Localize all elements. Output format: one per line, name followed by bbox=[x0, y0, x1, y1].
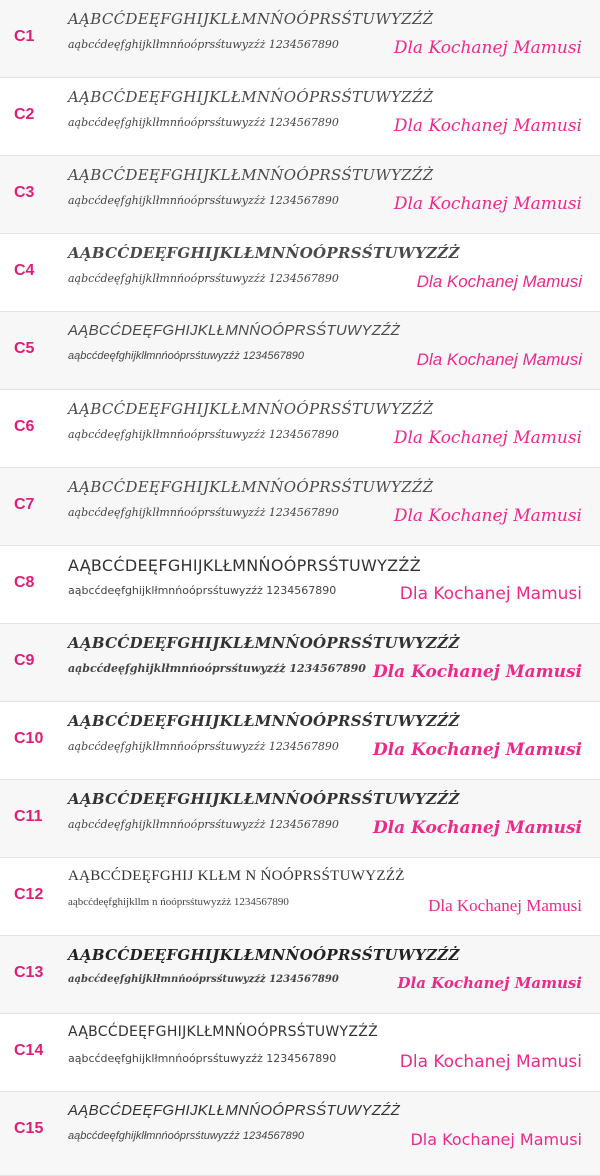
lowercase-alphabet: aąbcćdeęfghijklłmnńoóprsśtuwyzźż 1234567890 bbox=[68, 584, 337, 597]
font-row-c14[interactable] bbox=[0, 1014, 600, 1092]
font-code: C4 bbox=[14, 262, 35, 279]
uppercase-alphabet: AĄBCĆDEĘFGHIJKLŁMNŃOÓPRSŚTUWYZŹŻ bbox=[68, 400, 434, 418]
uppercase-alphabet: AĄBCĆDEĘFGHIJKLŁMNŃOÓPRSŚTUWYZŹŻ bbox=[68, 322, 401, 339]
lowercase-alphabet: aąbcćdeęfghijklłmnńoóprsśtuwyzźż 1234567890 bbox=[68, 662, 366, 675]
font-row-c7[interactable] bbox=[0, 468, 600, 546]
font-row-c11[interactable] bbox=[0, 780, 600, 858]
font-code: C15 bbox=[14, 1120, 44, 1137]
sample-phrase: Dla Kochanej Mamusi bbox=[399, 584, 582, 604]
sample-phrase: Dla Kochanej Mamusi bbox=[393, 428, 582, 448]
lowercase-alphabet: aąbcćdeęfghijklłmnńoóprsśtuwyzźż 1234567890 bbox=[68, 740, 339, 753]
font-row-c13[interactable] bbox=[0, 936, 600, 1014]
lowercase-alphabet: aąbcćdeęfghijklłmnńoóprsśtuwyzźż 1234567890 bbox=[68, 350, 305, 362]
sample-phrase: Dla Kochanej Mamusi bbox=[416, 350, 582, 369]
uppercase-alphabet: AĄBCĆDEĘFGHIJKLŁMNŃOÓPRSŚTUWYZŹŻ bbox=[68, 478, 434, 496]
sample-phrase: Dla Kochanej Mamusi bbox=[397, 974, 582, 992]
lowercase-alphabet: aąbcćdeęfghijkllm n ńoóprsśtuwyzźż 1234567890 bbox=[68, 896, 289, 908]
uppercase-alphabet: AĄBCĆDEĘFGHIJ KLŁM N ŃOÓPRSŚTUWYZŹŻ bbox=[68, 868, 405, 884]
font-row-c4[interactable] bbox=[0, 234, 600, 312]
font-code: C3 bbox=[14, 184, 35, 201]
sample-phrase: Dla Kochanej Mamusi bbox=[372, 818, 582, 838]
font-code: C6 bbox=[14, 418, 35, 435]
font-code: C13 bbox=[14, 964, 44, 981]
lowercase-alphabet: aąbcćdeęfghijklłmnńoóprsśtuwyzźż 1234567890 bbox=[68, 38, 339, 51]
lowercase-alphabet: aąbcćdeęfghijklłmnńoóprsśtuwyzźż 1234567890 bbox=[68, 272, 339, 285]
sample-phrase: Dla Kochanej Mamusi bbox=[393, 116, 582, 136]
font-row-c9[interactable] bbox=[0, 624, 600, 702]
sample-phrase: Dla Kochanej Mamusi bbox=[393, 38, 582, 58]
font-row-c10[interactable] bbox=[0, 702, 600, 780]
font-row-c5[interactable] bbox=[0, 312, 600, 390]
lowercase-alphabet: aąbcćdeęfghijklłmnńoóprsśtuwyzźż 1234567890 bbox=[68, 1052, 337, 1065]
font-code: C7 bbox=[14, 496, 35, 513]
font-code: C1 bbox=[14, 28, 35, 45]
font-code: C14 bbox=[14, 1042, 44, 1059]
uppercase-alphabet: AĄBCĆDEĘFGHIJKLŁMNŃOÓPRSŚTUWYZŹŻ bbox=[68, 10, 434, 28]
sample-phrase: Dla Kochanej Mamusi bbox=[399, 1052, 582, 1072]
uppercase-alphabet: AĄBCĆDEĘFGHIJKLŁMNŃOÓPRSŚTUWYZŹŻ bbox=[68, 1024, 379, 1040]
font-code: C2 bbox=[14, 106, 35, 123]
uppercase-alphabet: AĄBCĆDEĘFGHIJKLŁMNŃOÓPRSŚTUWYZŹŻ bbox=[68, 244, 460, 262]
sample-phrase: Dla Kochanej Mamusi bbox=[410, 1130, 582, 1149]
font-row-c3[interactable] bbox=[0, 156, 600, 234]
uppercase-alphabet: AĄBCĆDEĘFGHIJKLŁMNŃOÓPRSŚTUWYZŹŻ bbox=[68, 634, 460, 652]
font-code: C5 bbox=[14, 340, 35, 357]
font-row-c8[interactable] bbox=[0, 546, 600, 624]
sample-phrase: Dla Kochanej Mamusi bbox=[393, 506, 582, 526]
font-row-c12[interactable] bbox=[0, 858, 600, 936]
font-code: C11 bbox=[14, 808, 43, 825]
uppercase-alphabet: AĄBCĆDEĘFGHIJKLŁMNŃOÓPRSŚTUWYZŹŻ bbox=[68, 1102, 401, 1119]
font-row-c6[interactable] bbox=[0, 390, 600, 468]
uppercase-alphabet: AĄBCĆDEĘFGHIJKLŁMNŃOÓPRSŚTUWYZŹŻ bbox=[68, 88, 434, 106]
lowercase-alphabet: aąbcćdeęfghijklłmnńoóprsśtuwyzźż 1234567890 bbox=[68, 506, 339, 519]
lowercase-alphabet: aąbcćdeęfghijklłmnńoóprsśtuwyzźż 1234567890 bbox=[68, 974, 339, 985]
font-code: C8 bbox=[14, 574, 35, 591]
uppercase-alphabet: AĄBCĆDEĘFGHIJKLŁMNŃOÓPRSŚTUWYZŹŻ bbox=[68, 166, 434, 184]
lowercase-alphabet: aąbcćdeęfghijklłmnńoóprsśtuwyzźż 1234567890 bbox=[68, 428, 339, 441]
sample-phrase: Dla Kochanej Mamusi bbox=[393, 194, 582, 214]
sample-phrase: Dla Kochanej Mamusi bbox=[372, 662, 582, 682]
uppercase-alphabet: AĄBCĆDEĘFGHIJKLŁMNŃOÓPRSŚTUWYZŹŻ bbox=[68, 556, 421, 575]
sample-phrase: Dla Kochanej Mamusi bbox=[416, 272, 582, 291]
font-row-c15[interactable] bbox=[0, 1092, 600, 1176]
font-row-c2[interactable] bbox=[0, 78, 600, 156]
lowercase-alphabet: aąbcćdeęfghijklłmnńoóprsśtuwyzźż 1234567890 bbox=[68, 116, 339, 129]
font-code: C12 bbox=[14, 886, 44, 903]
uppercase-alphabet: AĄBCĆDEĘFGHIJKLŁMNŃOÓPRSŚTUWYZŹŻ bbox=[68, 712, 460, 730]
font-code: C10 bbox=[14, 730, 44, 747]
lowercase-alphabet: aąbcćdeęfghijklłmnńoóprsśtuwyzźż 1234567890 bbox=[68, 194, 339, 207]
sample-phrase: Dla Kochanej Mamusi bbox=[428, 896, 582, 915]
uppercase-alphabet: AĄBCĆDEĘFGHIJKLŁMNŃOÓPRSŚTUWYZŹŻ bbox=[68, 946, 460, 964]
sample-phrase: Dla Kochanej Mamusi bbox=[372, 740, 582, 760]
lowercase-alphabet: aąbcćdeęfghijklłmnńoóprsśtuwyzźż 1234567890 bbox=[68, 1130, 305, 1142]
font-code: C9 bbox=[14, 652, 35, 669]
uppercase-alphabet: AĄBCĆDEĘFGHIJKLŁMNŃOÓPRSŚTUWYZŹŻ bbox=[68, 790, 460, 808]
font-row-c1[interactable] bbox=[0, 0, 600, 78]
lowercase-alphabet: aąbcćdeęfghijklłmnńoóprsśtuwyzźż 1234567890 bbox=[68, 818, 339, 831]
